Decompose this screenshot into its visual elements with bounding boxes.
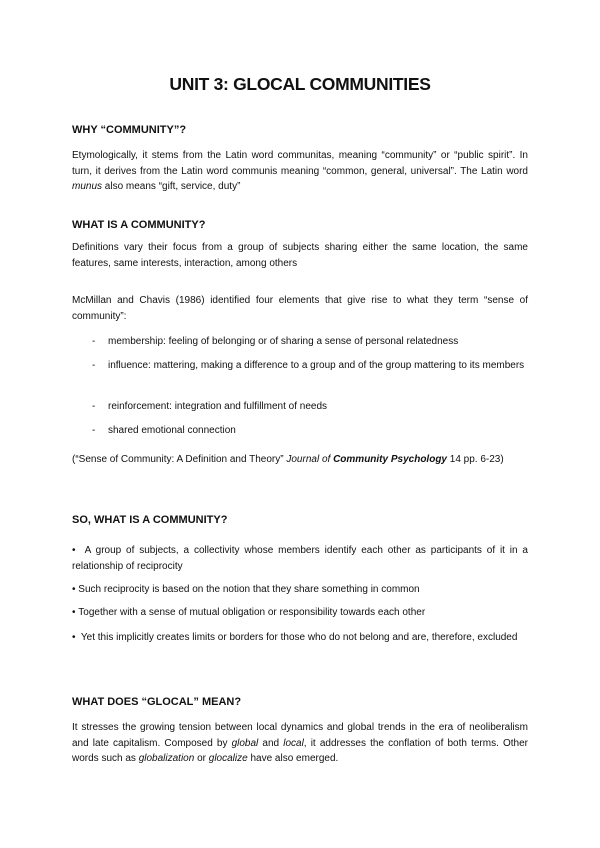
citation-journal: Journal of: [286, 454, 334, 465]
glocal-text: It stresses the growing tension between local dynamics and global trends in the era of neoliberalism and late capitalism. Composed by: [72, 722, 528, 749]
etymology-text: Etymologically, it stems from the Latin word communitas, meaning “community” or “public spirit”. In turn, it derives from the Latin word communis meaning “common, general, universal”. The Latin word: [72, 150, 528, 177]
etymology-text-end: also means “gift, service, duty”: [102, 181, 241, 192]
term-globalization: globalization: [138, 753, 195, 764]
list-item-text: membership: feeling of belonging or of sharing a sense of personal relatedness: [108, 336, 459, 347]
list-item-text: shared emotional connection: [108, 425, 236, 436]
term-global: global: [231, 737, 259, 749]
dash-marker: -: [92, 360, 96, 371]
glocal-text-3: , it addresses the conflation of both terms. Other words such as: [72, 737, 528, 764]
list-item: [92, 423, 528, 439]
definitions-paragraph: Definitions vary their focus from a group of subjects sharing either the same location, the same features, same interests, interaction, among others: [72, 242, 528, 269]
section-heading-what-is-community: WHAT IS A COMMUNITY?: [72, 219, 206, 231]
dash-marker: -: [92, 336, 96, 347]
glocal-text-5: have also emerged.: [247, 753, 339, 764]
bullet-item: [72, 543, 528, 574]
list-item: [92, 399, 528, 415]
bullet-text: Such reciprocity is based on the notion that they share something in common: [78, 584, 420, 595]
citation-pages: 14 pp. 6-23): [446, 454, 504, 465]
bullet-marker: •: [72, 632, 76, 643]
section-heading-so-what-is-community: SO, WHAT IS A COMMUNITY?: [72, 514, 228, 526]
list-item: [92, 334, 528, 350]
term-local: local: [283, 737, 304, 749]
citation-journal-bold: Community Psychology: [333, 454, 447, 465]
glocal-paragraph: [72, 720, 528, 767]
citation-text: (“Sense of Community: A Definition and Theory”: [72, 454, 287, 465]
mcmillan-paragraph: McMillan and Chavis (1986) identified four elements that give rise to what they term “sense of community”:: [72, 295, 528, 322]
bullet-marker: •: [72, 607, 76, 618]
bullet-text: Yet this implicitly creates limits or borders for those who do not belong and are, therefore, excluded: [80, 632, 518, 643]
glocal-text-2: and: [258, 737, 284, 749]
bullet-text: Together with a sense of mutual obligation or responsibility towards each other: [78, 607, 426, 618]
bullet-item: [72, 582, 528, 598]
term-glocalize: glocalize: [208, 753, 248, 764]
page-title: UNIT 3: GLOCAL COMMUNITIES: [169, 74, 431, 94]
list-item: [92, 358, 528, 374]
bullet-item: [72, 630, 528, 646]
section-heading-why-community: WHY “COMMUNITY”?: [72, 124, 187, 136]
glocal-text-4: or: [194, 753, 209, 764]
bullet-item: [72, 605, 528, 621]
section-heading-what-does-glocal-mean: WHAT DOES “GLOCAL” MEAN?: [72, 696, 242, 708]
bullet-text: A group of subjects, a collectivity whose members identify each other as participants of it in a relationship of reciprocity: [72, 545, 528, 572]
bullet-marker: •: [72, 545, 76, 556]
dash-marker: -: [92, 425, 96, 436]
dash-marker: -: [92, 401, 96, 412]
etymology-emphasis: munus: [72, 181, 103, 192]
list-item-text: influence: mattering, making a difference to a group and of the group mattering to its members: [108, 360, 525, 371]
citation-paragraph: [72, 452, 528, 468]
bullet-marker: •: [72, 584, 76, 595]
list-item-text: reinforcement: integration and fulfillment of needs: [108, 401, 328, 412]
etymology-paragraph: [72, 148, 528, 195]
